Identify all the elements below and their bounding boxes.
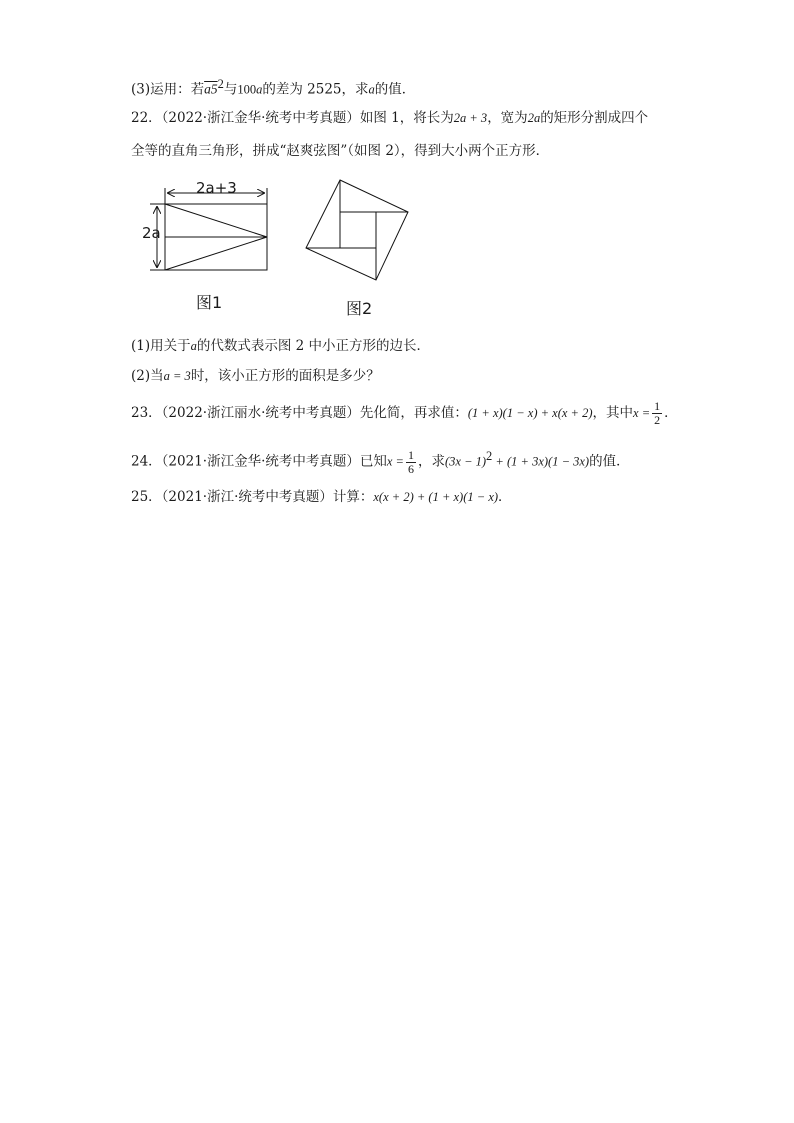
denominator: 6	[407, 461, 414, 476]
math-expr: a = 3	[163, 369, 191, 383]
text: 22．（2022·浙江金华·统考中考真题）如图 1，将长为	[131, 110, 454, 126]
text: 25．（2021·浙江·统考中考真题）计算：	[131, 489, 374, 505]
text: 的矩形分割成四个	[540, 110, 649, 126]
text: 23．（2022·浙江丽水·统考中考真题）先化简，再求值：	[131, 405, 468, 421]
text: 全等的直角三角形，拼成“赵爽弦图”（如图 2），得到大小两个正方形．	[131, 143, 550, 159]
math-var: a	[190, 339, 197, 353]
numerator: 1	[407, 447, 414, 462]
text: 24．（2021·浙江金华·统考中考真题）已知	[131, 453, 387, 470]
text: 的差为 2525，求	[262, 81, 369, 98]
math-expr: + (1 + 3x)(1 − 3x)	[492, 454, 590, 469]
math-expr: x =	[386, 454, 404, 469]
fraction	[652, 400, 662, 427]
fraction	[406, 449, 416, 476]
text: 的代数式表示图 2 中小正方形的边长．	[196, 338, 431, 354]
text: ．	[664, 405, 678, 421]
math-expr: 2a + 3	[453, 111, 488, 125]
numerator: 1	[654, 399, 661, 413]
superscript: 2	[217, 77, 224, 91]
math-number: 100	[237, 82, 257, 97]
math-expr: (3x − 1)	[444, 454, 487, 469]
math-expr: x(x + 2) + (1 + x)(1 − x)	[373, 490, 499, 504]
text: (1)用关于	[131, 338, 191, 354]
math-var: a	[256, 82, 263, 97]
text: ．	[498, 489, 512, 505]
question-24	[131, 446, 630, 476]
figure-2-caption: 图2	[346, 299, 373, 318]
math-expr: (1 + x)(1 − x) + x(x + 2)	[467, 406, 593, 420]
text: (2)当	[131, 368, 164, 384]
overline-number: a5	[204, 81, 218, 97]
question-25	[131, 487, 512, 507]
question-22-part-2	[131, 366, 380, 386]
figure-2-zhao-shuang-diagram	[300, 176, 420, 288]
math-var: a	[368, 82, 375, 97]
math-expr: 2a	[527, 111, 541, 125]
text: (3)运用：若	[131, 81, 205, 98]
question-23	[131, 400, 678, 427]
question-22-part-1	[131, 336, 430, 356]
text: 时，该小正方形的面积是多少？	[190, 368, 380, 384]
text: 与	[223, 81, 238, 98]
figure-1-caption: 图1	[196, 293, 223, 312]
denominator: 2	[654, 413, 661, 427]
question-21-part-3	[131, 74, 415, 100]
text: ，宽为	[487, 110, 528, 126]
text: ，其中	[592, 405, 634, 421]
figure-1-width-label: 2a	[142, 224, 161, 242]
question-22-line-2	[131, 141, 549, 161]
figure-1-length-label: 2a+3	[196, 179, 237, 197]
question-22-line-1	[131, 108, 648, 128]
text: 的值．	[374, 81, 416, 98]
text: ，求	[417, 453, 445, 470]
math-expr: x =	[633, 406, 651, 420]
superscript: 2	[486, 449, 493, 463]
text: 的值．	[589, 453, 630, 470]
